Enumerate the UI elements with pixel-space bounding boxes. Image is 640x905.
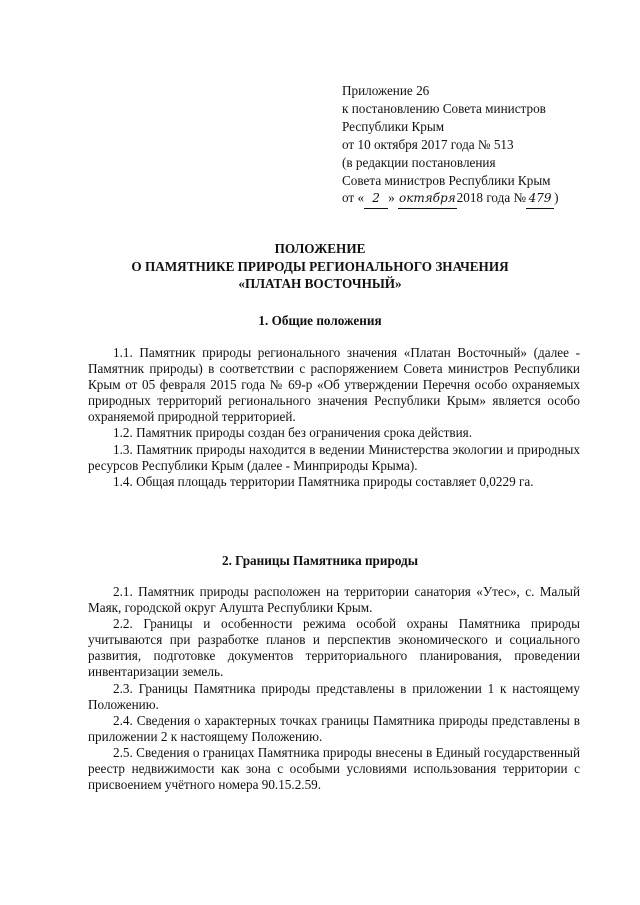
paragraph: 1.2. Памятник природы создан без ограничения срока действия. — [113, 425, 473, 441]
paragraph: 1.3. Памятник природы находится в ведении Министерства экологии и природных ресурсов Республики Крым (далее - Минприроды Крыма). — [88, 441, 580, 473]
handwritten-number: 479 — [526, 190, 554, 209]
paragraph: 1.4. Общая площадь территории Памятника природы составляет 0,0229 га. — [113, 473, 534, 489]
document-title — [60, 240, 580, 293]
section-1-body — [88, 345, 580, 490]
appendix-header — [342, 82, 602, 209]
appendix-line: (в редакции постановления — [342, 154, 496, 170]
appendix-line: от 10 октября 2017 года № 513 — [342, 136, 514, 152]
appendix-line: Совета министров Республики Крым — [342, 172, 551, 188]
appendix-date-line — [342, 189, 602, 209]
section-1-heading: 1. Общие положения — [258, 313, 382, 328]
appendix-line: к постановлению Совета министров — [342, 100, 546, 116]
paragraph: 2.1. Памятник природы расположен на территории санатория «Утес», с. Малый Маяк, городской округ Алушта Республики Крым. — [88, 584, 580, 616]
title-line: «ПЛАТАН ВОСТОЧНЫЙ» — [238, 276, 402, 291]
section-2-body — [88, 584, 580, 793]
paragraph: 2.4. Сведения о характерных точках границы Памятника природы представлены в приложении 2 к настоящему Положению. — [88, 712, 580, 744]
paragraph: 1.1. Памятник природы регионального значения «Платан Восточный» (далее - Памятник природы) в соответствии с распоряжением Совета министров Республики Крым от 05 февраля 2015 года № 69-р «Об утверждении Перечня особо охраняемых природных территорий регионального значения Республики Крым» является особо охраняемой природной территорией. — [88, 345, 580, 425]
handwritten-month: октября — [398, 190, 457, 209]
title-line: ПОЛОЖЕНИЕ — [274, 241, 366, 256]
paragraph: 2.3. Границы Памятника природы представлены в приложении 1 к настоящему Положению. — [88, 680, 580, 712]
title-line: О ПАМЯТНИКЕ ПРИРОДЫ РЕГИОНАЛЬНОГО ЗНАЧЕНИЯ — [131, 258, 509, 274]
section-2-heading: 2. Границы Памятника природы — [221, 553, 419, 568]
date-year: 2018 года № — [456, 190, 527, 206]
paragraph: 2.5. Сведения о границах Памятника природы внесены в Единый государственный реестр недвижимости как зона с особыми условиями использования территории с присвоением учётного номера 90.15.2.59. — [88, 744, 580, 793]
appendix-line: Приложение 26 — [342, 83, 430, 98]
date-suffix: ) — [554, 190, 559, 206]
date-mid: » — [388, 190, 395, 206]
date-prefix: от « — [342, 190, 365, 206]
appendix-line: Республики Крым — [342, 118, 445, 134]
paragraph: 2.2. Границы и особенности режима особой охраны Памятника природы учитываются при разработке планов и перспектив экономического и социального развития, подготовке документов территориального планирования, проведении инвентаризации земель. — [88, 616, 580, 680]
handwritten-day: 2 — [364, 190, 388, 209]
